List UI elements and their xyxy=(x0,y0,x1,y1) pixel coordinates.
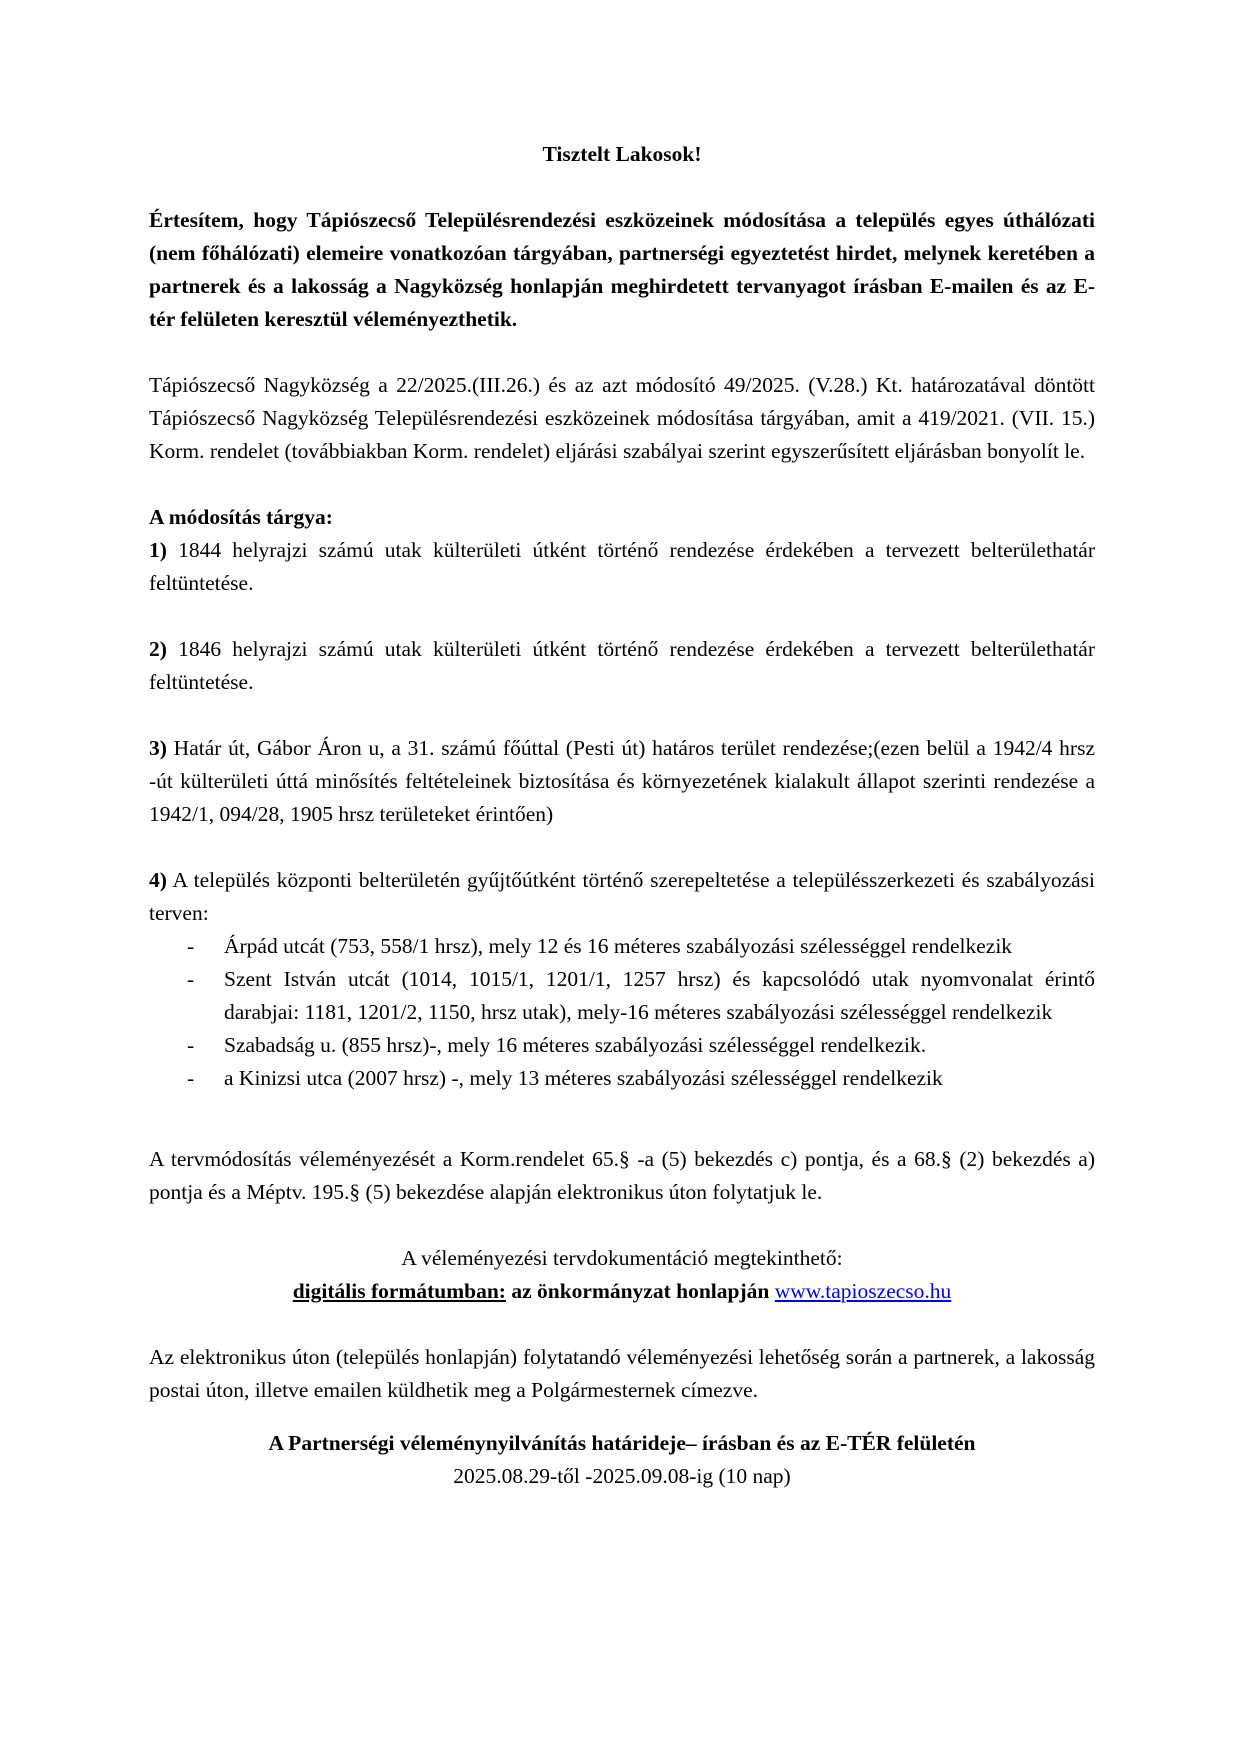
list-item-text: Szent István utcát (1014, 1015/1, 1201/1, 1257 hrsz) és kapcsolódó utak nyomvonalat érintő darabjai: 1181, 1201/2, 1150, hrsz utak), mely-16 méteres szabályozási szélességgel rendelkezik xyxy=(224,967,1095,1024)
amendment-section xyxy=(149,501,1095,1095)
format-label: digitális formátumban: xyxy=(292,1279,506,1303)
website-link[interactable]: www.tapioszecso.hu xyxy=(774,1279,952,1303)
document-page xyxy=(149,138,1095,1493)
dash-bullet: - xyxy=(187,934,195,958)
item-text: 1846 helyrajzi számú utak külterületi útként történő rendezése érdekében a tervezett belterülethatár feltüntetése. xyxy=(149,637,1095,694)
item-number: 2) xyxy=(149,637,167,661)
deadline-dates: 2025.08.29-től -2025.09.08-ig (10 nap) xyxy=(453,1464,791,1488)
deadline-title: A Partnerségi véleménynyilvánítás határideje– írásban és az E-TÉR felületén xyxy=(268,1431,976,1455)
street-list xyxy=(149,930,1095,1095)
list-item xyxy=(149,1029,1095,1062)
item-text: 1844 helyrajzi számú utak külterületi útként történő rendezése érdekében a tervezett belterülethatár feltüntetése. xyxy=(149,538,1095,595)
dash-bullet: - xyxy=(187,1033,195,1057)
list-item xyxy=(149,1062,1095,1095)
item-text: A település központi belterületén gyűjtőútként történő szerepeltetése a településszerkezeti és szabályozási terven: xyxy=(149,868,1095,925)
intro-paragraph: Értesítem, hogy Tápiószecső Településrendezési eszközeinek módosítása a település egyes úthálózati (nem főhálózati) elemeire vonatkozóan tárgyában, partnerségi egyeztetést hirdet, melynek keretében a partnerek és a lakosság a Nagyközség honlapján meghirdetett tervanyagot írásban E-mailen és az E-tér felületen keresztül véleményezthetik. xyxy=(149,208,1095,331)
submission-paragraph: Az elektronikus úton (település honlapján) folytatandó véleményezési lehetőség során a partnerek, a lakosság postai úton, illetve emailen küldhetik meg a Polgármesternek címezve. xyxy=(149,1345,1095,1402)
item-text: Határ út, Gábor Áron u, a 31. számú főúttal (Pesti út) határos terület rendezése;(ezen belül a 1942/4 hrsz -út külterületi úttá minősítés feltételeinek biztosítása és környezetének kialakult állapot szerinti rendezése a 1942/1, 094/28, 1905 hrsz területeket érintően) xyxy=(149,736,1095,826)
item-number: 4) xyxy=(149,868,167,892)
website-text: az önkormányzat honlapján xyxy=(505,1279,775,1303)
spacer xyxy=(149,1095,1095,1143)
item-number: 1) xyxy=(149,538,167,562)
deadline-block xyxy=(149,1427,1095,1493)
list-item-text: Árpád utcát (753, 558/1 hrsz), mely 12 és 16 méteres szabályozási szélességgel rendelkezik xyxy=(224,934,1013,958)
item-number: 3) xyxy=(149,736,167,760)
notice-location xyxy=(149,1275,1095,1308)
section-title: A módosítás tárgya: xyxy=(149,505,333,529)
dash-bullet: - xyxy=(187,1066,195,1090)
list-item xyxy=(149,963,1095,1029)
list-item-text: a Kinizsi utca (2007 hrsz) -, mely 13 méteres szabályozási szélességgel rendelkezik xyxy=(224,1066,943,1090)
amendment-item-4 xyxy=(149,864,1095,930)
decision-paragraph: Tápiószecső Nagyközség a 22/2025.(III.26.) és az azt módosító 49/2025. (V.28.) Kt. határozatával döntött Tápiószecső Nagyközség Településrendezési eszközeinek módosítása tárgyában, amit a 419/2021. (VII. 15.) Korm. rendelet (továbbiakban Korm. rendelet) eljárási szabályai szerint egyszerűsített eljárásban bonyolít le. xyxy=(149,373,1095,463)
page-title: Tisztelt Lakosok! xyxy=(542,142,702,166)
dash-bullet: - xyxy=(187,967,195,991)
procedure-paragraph: A tervmódosítás véleményezését a Korm.rendelet 65.§ -a (5) bekezdés c) pontja, és a 68.§ (2) bekezdés a) pontja és a Méptv. 195.§ (5) bekezdése alapján elektronikus úton folytatjuk le. xyxy=(149,1147,1095,1204)
list-item xyxy=(149,930,1095,963)
amendment-item-3 xyxy=(149,732,1095,831)
notice-line: A véleményezési tervdokumentáció megtekinthető: xyxy=(401,1246,843,1270)
list-item-text: Szabadság u. (855 hrsz)-, mely 16 méteres szabályozási szélességgel rendelkezik. xyxy=(224,1033,927,1057)
amendment-item-2 xyxy=(149,633,1095,699)
amendment-item-1 xyxy=(149,534,1095,600)
document-notice xyxy=(149,1242,1095,1308)
